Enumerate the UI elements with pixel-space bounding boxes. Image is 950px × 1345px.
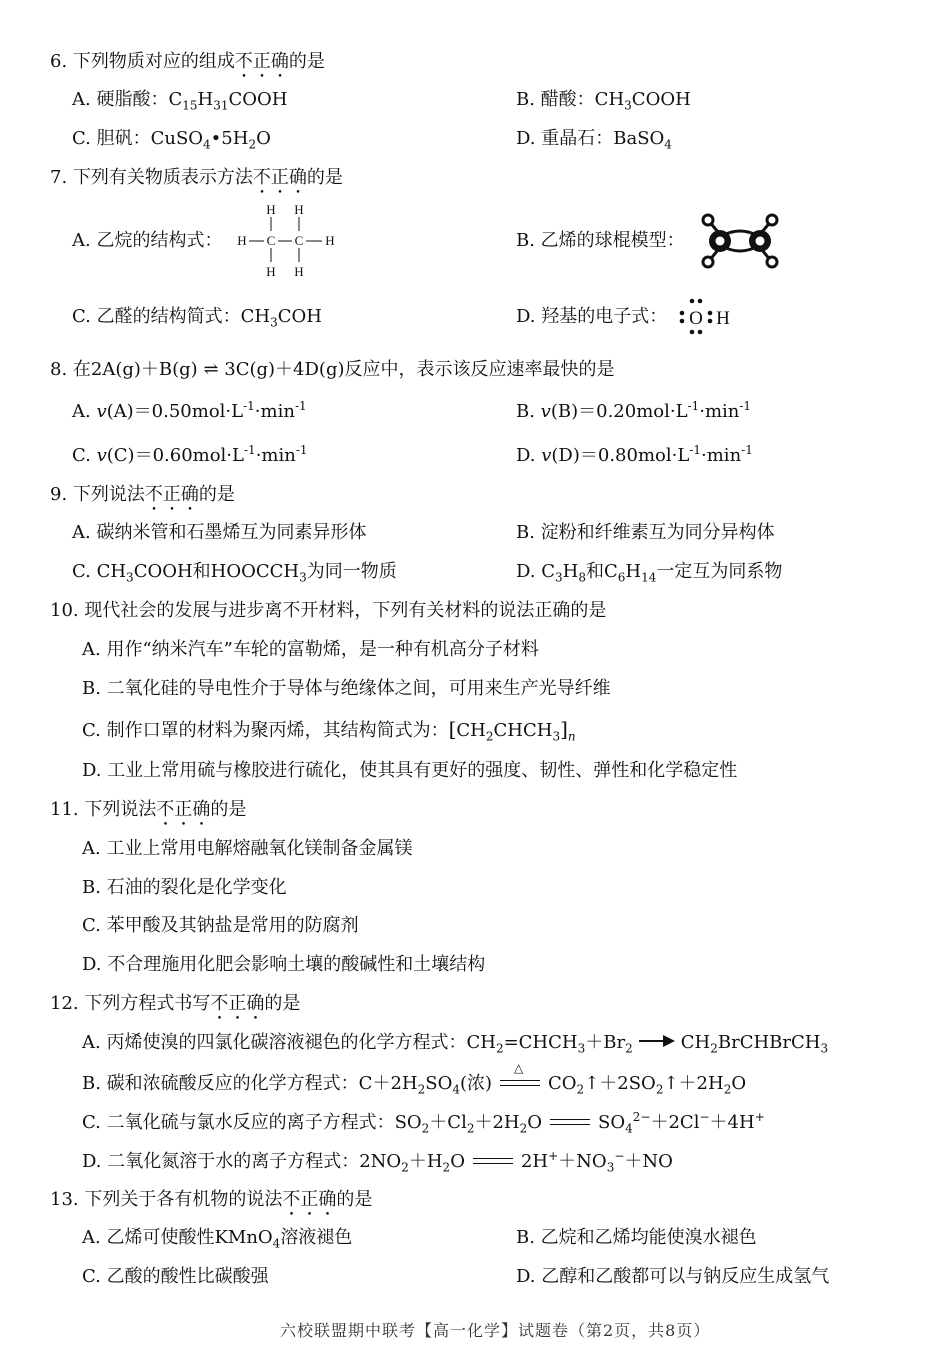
q13-option-b: B. 乙烷和乙烯均能使溴水褪色: [516, 1227, 757, 1248]
hydroxyl-electron-formula: [677, 296, 733, 338]
svg-text:H: H: [716, 308, 730, 329]
q7-stem: 7. 下列有关物质表示方法不正确的是: [50, 167, 343, 188]
svg-text:H: H: [325, 233, 335, 248]
q11-option-c: C. 苯甲酸及其钠盐是常用的防腐剂: [82, 915, 359, 936]
equals-sign: [471, 1152, 515, 1172]
q9-option-d: D. $C_3H_8$和$C_6H_{14}$一定互为同系物: [516, 561, 783, 585]
svg-text:H: H: [266, 202, 276, 217]
polymer-bracket-left: [: [448, 717, 457, 741]
heat-equals-sign: △: [498, 1074, 542, 1094]
q7-option-a: A. 乙烷的结构式：: [72, 230, 223, 251]
svg-text:C: C: [294, 233, 304, 248]
q10-option-d: D. 工业上常用硫与橡胶进行硫化，使其具有更好的强度、韧性、弹性和化学稳定性: [82, 760, 738, 781]
ethane-structural-formula: [234, 199, 340, 281]
q12-option-b: B. 碳和浓硫酸反应的化学方程式：$C+2H_2SO_4$(浓) △ $CO_2↑+2SO_2↑+2H_2O$: [82, 1061, 747, 1097]
q7-option-d: D. 羟基的电子式：: [516, 306, 668, 327]
q6-option-c: C. 胆矾：$CuSO_4•5H_2O$: [72, 128, 271, 152]
q11-option-d: D. 不合理施用化肥会影响土壤的酸碱性和土壤结构: [82, 954, 486, 975]
q8-option-b: B. $v(B)=0.20mol\cdot L^{-1}\cdot\min^{-1}$: [516, 399, 752, 422]
polymer-bracket-right: ]: [560, 717, 568, 741]
q11-option-b: B. 石油的裂化是化学变化: [82, 877, 287, 898]
svg-text:H: H: [294, 264, 304, 279]
q10-stem: 10. 现代社会的发展与进步离不开材料，下列有关材料的说法正确的是: [50, 600, 607, 621]
q7-option-c: C. 乙醛的结构简式：$CH_3COH$: [72, 306, 322, 330]
q9-option-b: B. 淀粉和纤维素互为同分异构体: [516, 522, 775, 543]
reaction-arrow-icon: [637, 1034, 677, 1048]
q11-option-a: A. 工业上常用电解熔融氧化镁制备金属镁: [82, 838, 413, 859]
q8-stem: 8. 在2A(g)＋B(g) ⇌ 3C(g)＋4D(g)反应中，表示该反应速率最快的是: [50, 359, 615, 380]
svg-text:H: H: [237, 233, 247, 248]
q6-option-d: D. 重晶石：BaSO$_4$: [516, 128, 672, 152]
q8-option-d: D. $v(D)=0.80mol\cdot L^{-1}\cdot\min^{-1}$: [516, 443, 753, 466]
svg-text:H: H: [266, 264, 276, 279]
q10-option-c: C. 制作口罩的材料为聚丙烯，其结构简式为：$[CH_2CHCH_3]_n$: [82, 717, 576, 744]
q13-option-d: D. 乙醇和乙酸都可以与钠反应生成氢气: [516, 1266, 830, 1287]
svg-text:C: C: [266, 233, 276, 248]
ethylene-ball-stick-model: [694, 210, 786, 272]
q6-option-a: A. 硬脂酸：$C_{15}H_{31}COOH$: [72, 89, 288, 113]
q6-stem: 6. 下列物质对应的组成不正确的是: [50, 51, 325, 72]
q9-stem: 9. 下列说法不正确的是: [50, 484, 235, 505]
q12-option-d: D. 二氧化氮溶于水的离子方程式：$2NO_2+H_2O$ $2H^++NO_3^-+NO$: [82, 1149, 673, 1175]
equals-sign: [548, 1113, 592, 1133]
q9-option-c: C. $CH_3COOH$和$HOOCCH_3$为同一物质: [72, 561, 397, 585]
q12-option-a: A. 丙烯使溴的四氯化碳溶液褪色的化学方程式：$CH_2=CHCH_3+Br_2$ $CH_2BrCHBrCH_3$: [82, 1032, 829, 1056]
q13-option-a: A. 乙烯可使酸性KMnO$_4$溶液褪色: [82, 1227, 353, 1251]
q8-option-a: A. $v(A)=0.50mol\cdot L^{-1}\cdot\min^{-1}$: [72, 399, 307, 422]
q7-option-b: B. 乙烯的球棍模型：: [516, 230, 685, 251]
q13-stem: 13. 下列关于各有机物的说法不正确的是: [50, 1189, 373, 1210]
q13-option-c: C. 乙酸的酸性比碳酸强: [82, 1266, 269, 1287]
q10-option-a: A. 用作“纳米汽车”车轮的富勒烯，是一种有机高分子材料: [82, 639, 539, 660]
q12-option-c: C. 二氧化硫与氯水反应的离子方程式：$SO_2+Cl_2+2H_2O$ $SO_4^{2-}+2Cl^-+4H^+$: [82, 1110, 765, 1136]
q6-option-b: B. 醋酸：$CH_3COOH$: [516, 89, 691, 113]
svg-text:H: H: [294, 202, 304, 217]
q12-stem: 12. 下列方程式书写不正确的是: [50, 993, 301, 1014]
svg-text:O: O: [689, 308, 703, 329]
q8-option-c: C. $v(C)=0.60mol\cdot L^{-1}\cdot\min^{-1}$: [72, 443, 308, 466]
q10-option-b: B. 二氧化硅的导电性介于导体与绝缘体之间，可用来生产光导纤维: [82, 678, 611, 699]
page-footer: 六校联盟期中联考【高一化学】试题卷（第2页，共8页）: [280, 1321, 711, 1340]
q11-stem: 11. 下列说法不正确的是: [50, 799, 247, 820]
equilibrium-arrow: ⇌: [203, 359, 219, 380]
q9-option-a: A. 碳纳米管和石墨烯互为同素异形体: [72, 522, 367, 543]
